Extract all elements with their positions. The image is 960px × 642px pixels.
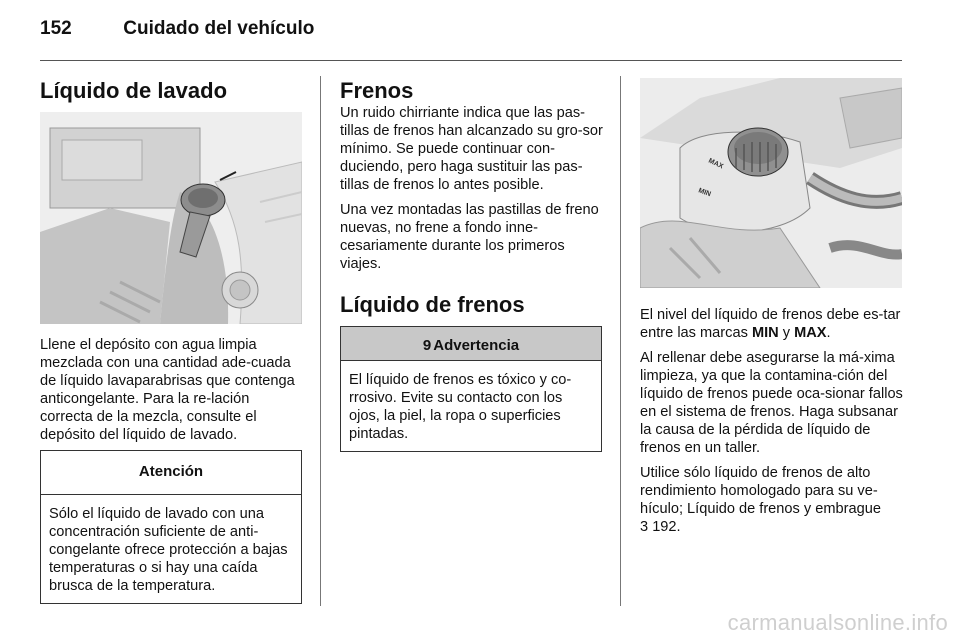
- chapter-title: Cuidado del vehículo: [123, 18, 315, 39]
- warning-header: [341, 327, 601, 361]
- page-number: 152: [40, 18, 72, 39]
- brake-fluid-title: Líquido de frenos: [340, 292, 525, 317]
- notice-box: [40, 450, 302, 604]
- reservoir-min-label: MIN: [697, 187, 712, 199]
- brake-reservoir-illustration: [640, 78, 902, 288]
- brake-fluid-text: [640, 306, 904, 543]
- column-divider-1: [320, 76, 321, 606]
- page-ref-link[interactable]: 192.: [652, 519, 681, 535]
- brakes-paragraph-1: Un ruido chirriante indica que las pas-tillas de frenos han alcanzado su gro-sor mínimo. Se puede continuar con-duciendo, pero haga sustituir las pas-tillas de frenos lo antes posible.: [340, 105, 603, 193]
- washer-column-text: [40, 336, 302, 451]
- warning-body: El líquido de frenos es tóxico y co-rrosivo. Evite su contacto con los ojos, la piel, la ropa o superficies pintadas.: [349, 372, 572, 442]
- warning-title: Advertencia: [433, 337, 520, 354]
- column-divider-2: [620, 76, 621, 606]
- brakes-paragraph-2: Una vez montadas las pastillas de freno nuevas, no frene a fondo inne-cesariamente durante los primeros viajes.: [340, 202, 599, 272]
- brakes-title: Frenos: [340, 78, 414, 103]
- brake-fluid-paragraph-1: El nivel del líquido de frenos debe es-tar entre las marcas MIN y MAX.: [640, 307, 901, 341]
- page-header: [40, 18, 314, 40]
- brake-fluid-paragraph-2: Al rellenar debe asegurarse la má-xima limpieza, ya que la contamina-ción del líquido de frenos puede oca-sionar fallos en el sistema de frenos. Haga subsanar la causa de la pérdida de líquido de frenos en un taller.: [640, 350, 903, 456]
- warning-icon: 9: [422, 337, 432, 354]
- page-ref-arrow-icon: 3: [640, 519, 649, 535]
- header-rule: [40, 60, 902, 61]
- mark-max: MAX: [794, 325, 827, 341]
- washer-paragraph: Llene el depósito con agua limpia mezclada con una cantidad ade-cuada de líquido lavaparabrisas que contenga anticongelante. Para la re-lación correcta de la mezcla, consulte el depósito del líquido de lavado.: [40, 337, 295, 443]
- warning-box: [340, 326, 602, 452]
- notice-body: Sólo el líquido de lavado con una concentración suficiente de anti-congelante ofrece protección a bajas temperaturas o si hay una caída brusca de la temperatura.: [49, 506, 288, 594]
- washer-reservoir-illustration: [40, 112, 302, 324]
- washer-fluid-title: Líquido de lavado: [40, 78, 228, 103]
- brakes-text: [340, 104, 604, 280]
- watermark: carmanualsonline.info: [727, 610, 948, 635]
- notice-title: Atención: [41, 451, 301, 495]
- brake-fluid-paragraph-3: Utilice sólo líquido de frenos de alto rendimiento homologado para su ve-hículo; Líquido de frenos y embrague 3 192.: [640, 465, 881, 535]
- mark-min: MIN: [751, 325, 779, 341]
- reservoir-max-label: MAX: [707, 157, 725, 171]
